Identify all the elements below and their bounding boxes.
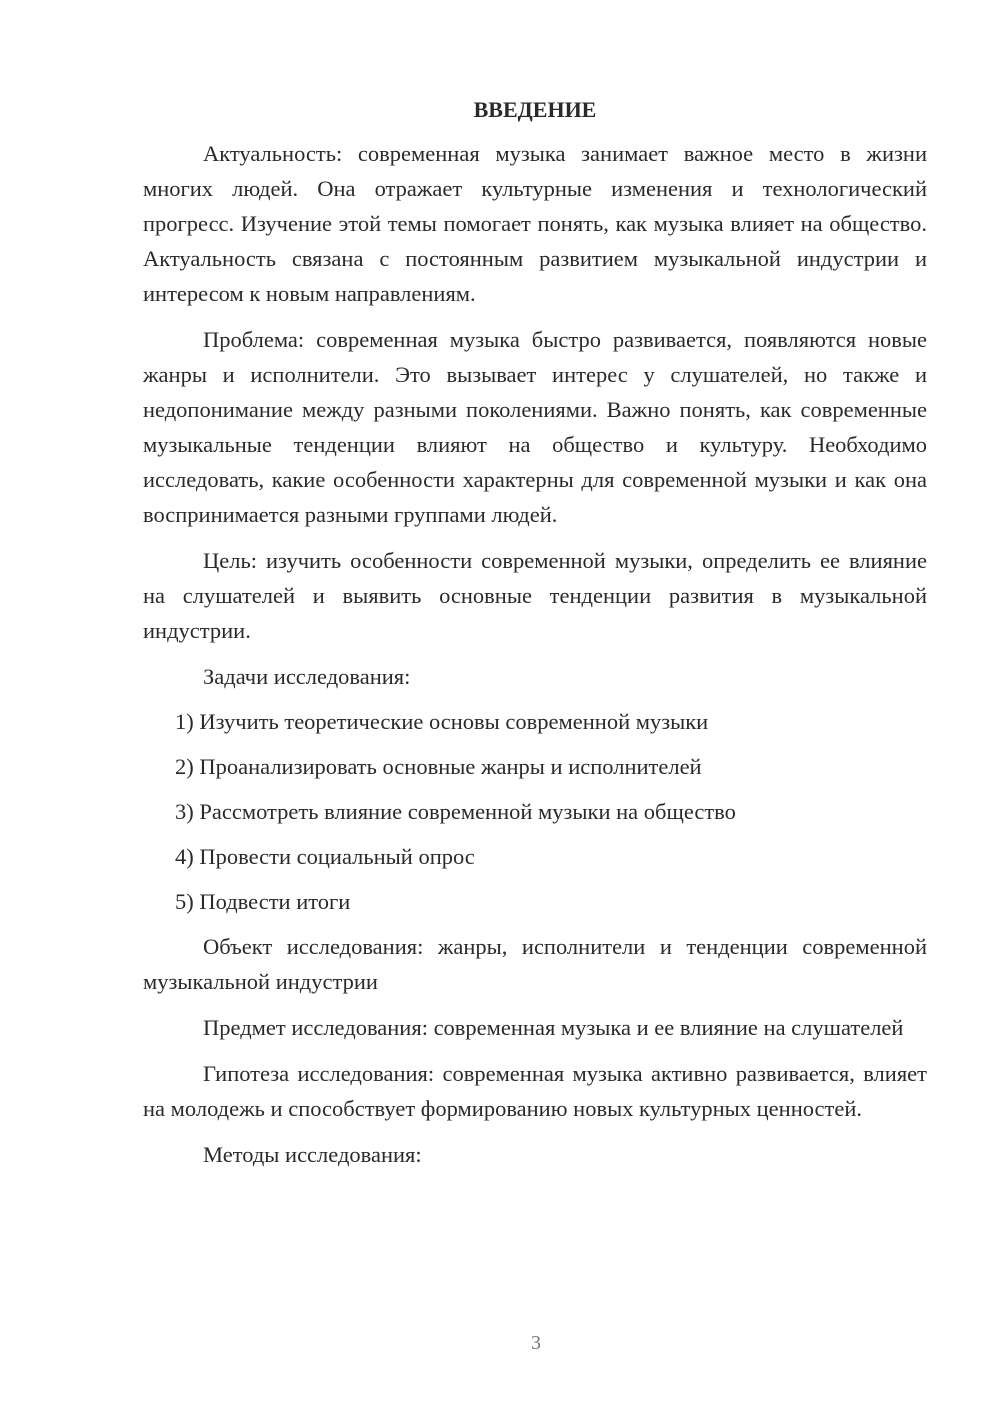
problem-paragraph: Проблема: современная музыка быстро развивается, появляются новые жанры и исполнители. Это вызывает интерес у слушателей, но также и недопонимание между разными поколениями. Важно понять, как современные музыкальные тенденции влияют на общество и культуру. Необходимо исследовать, какие особенности характерны для современной музыки и как она воспринимается разными группами людей. bbox=[143, 327, 927, 527]
hypothesis-paragraph: Гипотеза исследования: современная музыка активно развивается, влияет на молодежь и способствует формированию новых культурных ценностей. bbox=[143, 1061, 927, 1121]
relevance-paragraph: Актуальность: современная музыка занимает важное место в жизни многих людей. Она отражает культурные изменения и технологический прогресс. Изучение этой темы помогает понять, как музыка влияет на общество. Актуальность связана с постоянным развитием музыкальной индустрии и интересом к новым направлениям. bbox=[143, 141, 927, 306]
tasks-label: Задачи исследования: bbox=[203, 664, 411, 689]
tasks-list bbox=[143, 704, 927, 919]
object-paragraph: Объект исследования: жанры, исполнители и тенденции современной музыкальной индустрии bbox=[143, 934, 927, 994]
section-heading: ВВЕДЕНИЕ bbox=[473, 97, 597, 122]
list-item: 5) Подвести итоги bbox=[175, 889, 351, 914]
list-item: 3) Рассмотреть влияние современной музыки на общество bbox=[175, 799, 736, 824]
list-item: 2) Проанализировать основные жанры и исполнителей bbox=[175, 754, 702, 779]
page-number: 3 bbox=[531, 1332, 541, 1354]
methods-label: Методы исследования: bbox=[203, 1142, 422, 1167]
list-item: 1) Изучить теоретические основы современной музыки bbox=[175, 709, 709, 734]
goal-paragraph: Цель: изучить особенности современной музыки, определить ее влияние на слушателей и выявить основные тенденции развития в музыкальной индустрии. bbox=[143, 548, 927, 643]
list-item: 4) Провести социальный опрос bbox=[175, 844, 475, 869]
page-content bbox=[143, 95, 927, 1182]
subject-paragraph: Предмет исследования: современная музыка и ее влияние на слушателей bbox=[203, 1015, 904, 1040]
